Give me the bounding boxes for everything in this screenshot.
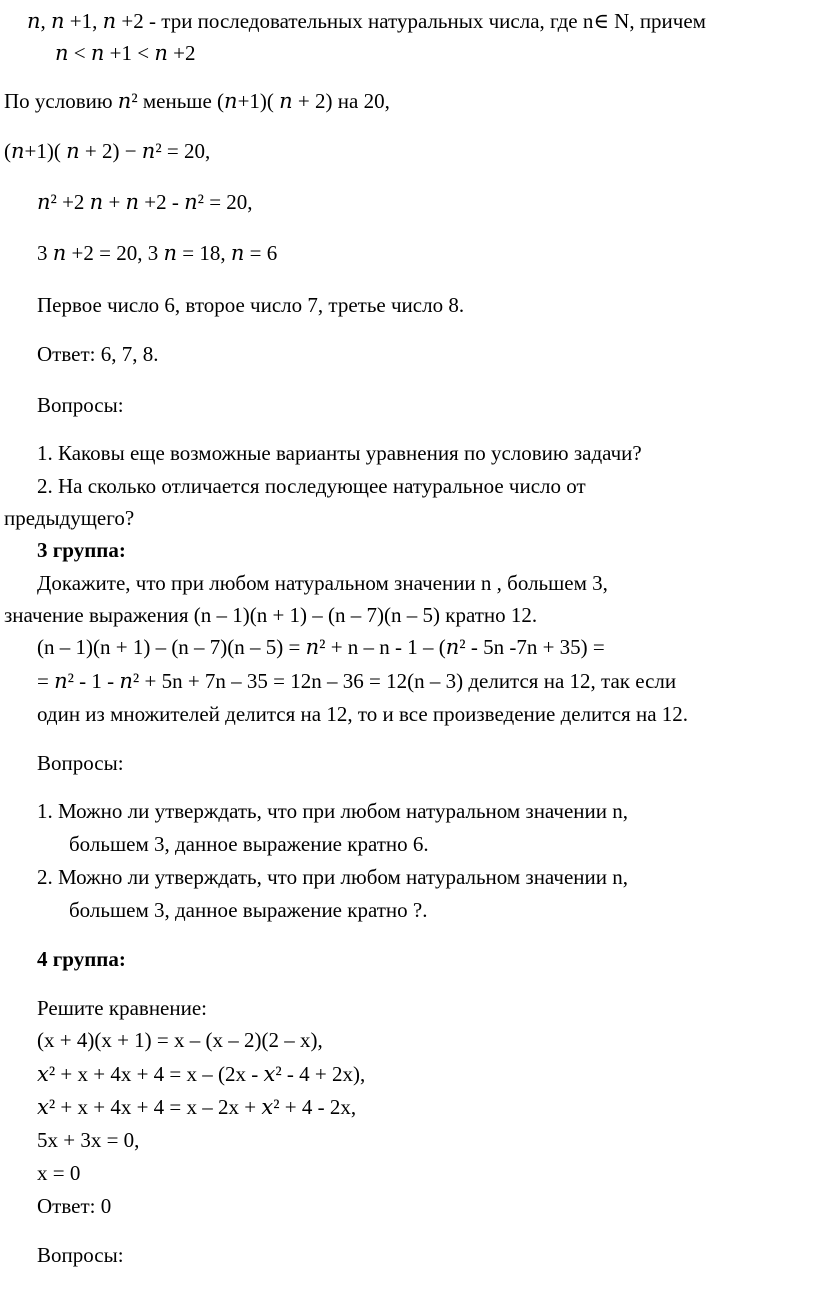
equation-line-1: (𝑛+1)( 𝑛 + 2) − 𝑛² = 20,: [4, 139, 211, 163]
task-3-line-1: Докажите, что при любом натуральном значении n , большем 3,: [37, 571, 608, 595]
group-3-question-1: 1. Можно ли утверждать, что при любом натуральном значении n,: [37, 799, 629, 823]
group-3-question-2: 2. Можно ли утверждать, что при любом натуральном значении n,: [37, 865, 629, 889]
intro-line-2: 𝑛 < 𝑛 +1 < 𝑛 +2: [55, 41, 196, 65]
proof-line-3: один из множителей делится на 12, то и все произведение делится на 12.: [37, 702, 689, 726]
answer-4-line: Ответ: 0: [37, 1194, 112, 1218]
equation-line-2: 𝑛² +2 𝑛 + 𝑛 +2 - 𝑛² = 20,: [37, 190, 253, 214]
group-3-question-2-cont: большем 3, данное выражение кратно ?.: [69, 898, 428, 922]
result-line: Первое число 6, второе число 7, третье число 8.: [37, 293, 465, 317]
question-1: 1. Каковы еще возможные варианты уравнения по условию задачи?: [37, 441, 642, 465]
intro-line-1: 𝑛, 𝑛 +1, 𝑛 +2 - три последовательных натуральных числа, где n∈ N, причем: [27, 9, 706, 33]
task-4-line: Решите кравнение:: [37, 996, 208, 1020]
questions-heading-2: Вопросы:: [37, 751, 124, 775]
questions-heading: Вопросы:: [37, 393, 124, 417]
solution-4-line-5: x = 0: [37, 1161, 81, 1185]
group-3-heading: 3 группа:: [37, 538, 126, 562]
solution-4-line-3: 𝑥² + x + 4x + 4 = x – 2x + 𝑥² + 4 - 2x,: [37, 1095, 357, 1119]
solution-4-line-4: 5x + 3x = 0,: [37, 1128, 140, 1152]
condition-line: По условию 𝑛² меньше (𝑛+1)( 𝑛 + 2) на 20,: [4, 89, 390, 113]
group-4-heading: 4 группа:: [37, 947, 126, 971]
question-2: 2. На сколько отличается последующее натуральное число от: [37, 474, 586, 498]
task-3-line-2: значение выражения (n – 1)(n + 1) – (n – 7)(n – 5) кратно 12.: [4, 603, 538, 627]
question-2-cont: предыдущего?: [4, 506, 135, 530]
proof-line-1: (n – 1)(n + 1) – (n – 7)(n – 5) = 𝑛² + n – n - 1 – (𝑛² - 5n -7n + 35) =: [37, 635, 605, 659]
proof-line-2: = 𝑛² - 1 - 𝑛² + 5n + 7n – 35 = 12n – 36 = 12(n – 3) делится на 12, так если: [37, 669, 677, 693]
questions-heading-3: Вопросы:: [37, 1243, 124, 1267]
solution-4-line-2: 𝑥² + x + 4x + 4 = x – (2x - 𝑥² - 4 + 2x),: [37, 1062, 366, 1086]
group-3-question-1-cont: большем 3, данное выражение кратно 6.: [69, 832, 429, 856]
answer-line: Ответ: 6, 7, 8.: [37, 342, 159, 366]
equation-line-3: 3 𝑛 +2 = 20, 3 𝑛 = 18, 𝑛 = 6: [37, 241, 278, 265]
solution-4-line-1: (x + 4)(x + 1) = x – (x – 2)(2 – x),: [37, 1028, 323, 1052]
